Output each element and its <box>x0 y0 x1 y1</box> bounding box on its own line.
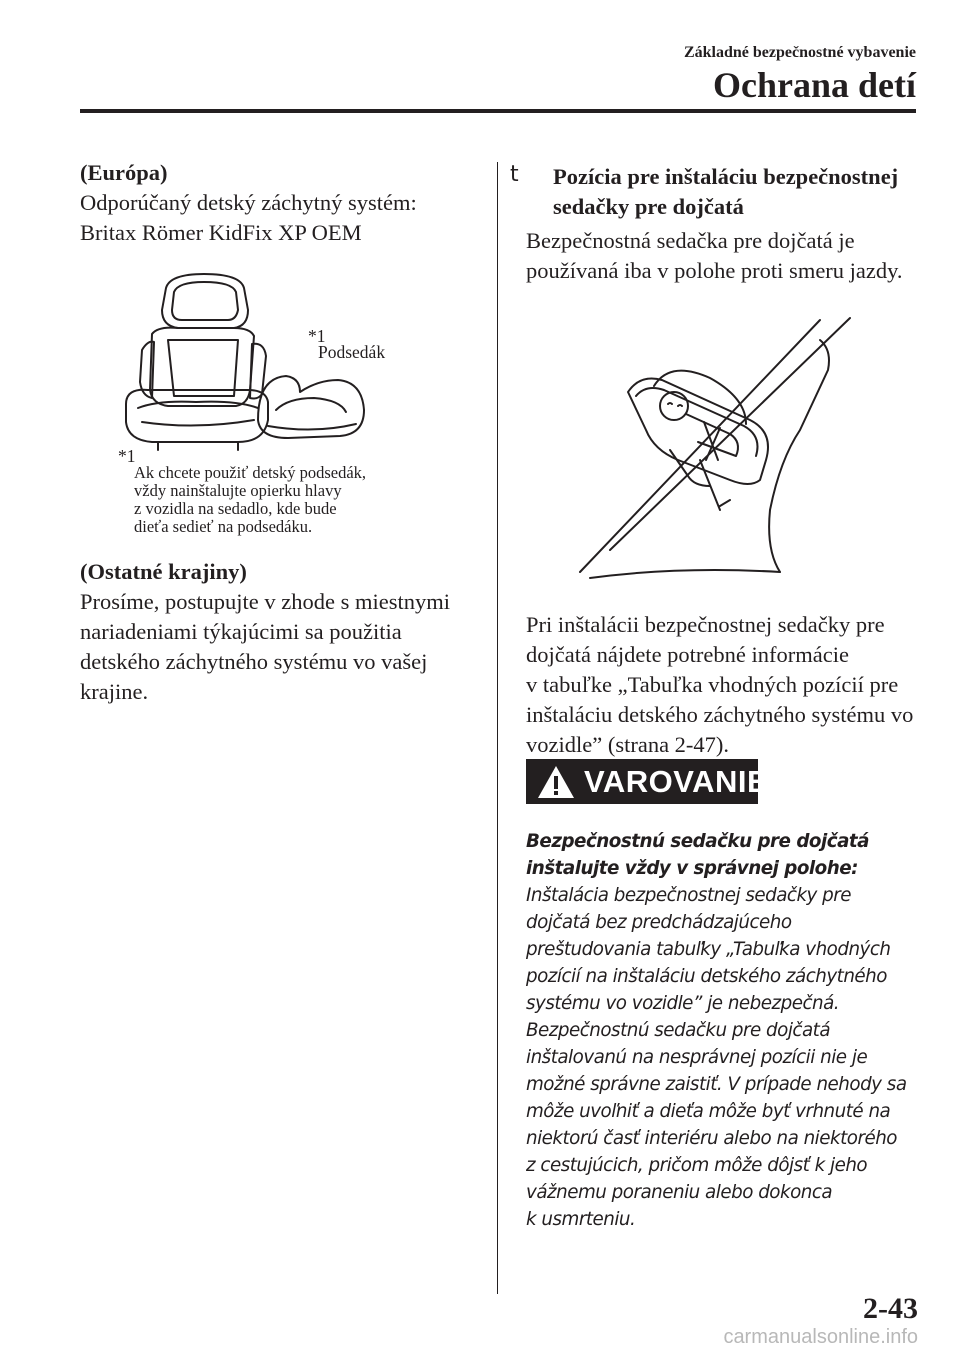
bullet-icon: t <box>510 162 519 187</box>
heading-line: Pozícia pre inštaláciu bezpečnostnej <box>553 164 899 189</box>
europe-heading: (Európa) <box>80 160 168 185</box>
infant-seat-illustration <box>570 310 870 590</box>
infant-seat-intro <box>526 226 936 286</box>
warning-text <box>526 828 926 1233</box>
warning-triangle-icon <box>536 764 576 800</box>
section-title: Základné bezpečnostné vybavenie <box>683 44 916 61</box>
warning-line: môže uvoľniť a dieťa môže byť vrhnuté na <box>526 1101 891 1122</box>
warning-line: systému vo vozidle” je nebezpečná. <box>526 993 840 1014</box>
warning-label: VAROVANIE <box>584 763 769 799</box>
warning-line: dojčatá bez predchádzajúceho <box>526 912 792 933</box>
text-line: detského záchytného systému vo vašej <box>80 649 428 674</box>
booster-star: *1 <box>308 326 326 346</box>
page-title: Ochrana detí <box>713 65 916 105</box>
europe-line-1: Odporúčaný detský záchytný systém: <box>80 190 417 215</box>
heading-line: sedačky pre dojčatá <box>553 194 744 219</box>
warning-line: Inštalácia bezpečnostnej sedačky pre <box>526 885 852 906</box>
footnote-text <box>134 464 454 536</box>
warning-line: pozícií na inštaláciu detského záchytného <box>526 966 887 987</box>
warning-bold-line: inštalujte vždy v správnej polohe: <box>526 858 858 879</box>
europe-line-2: Britax Römer KidFix XP OEM <box>80 220 362 245</box>
header-rule <box>80 109 916 113</box>
text-line: Pri inštalácii bezpečnostnej sedačky pre <box>526 612 885 637</box>
booster-label: Podsedák <box>318 342 386 362</box>
text-line: vozidle” (strana 2-47). <box>526 732 730 757</box>
footnote-line: vždy nainštalujte opierku hlavy <box>134 481 342 500</box>
text-line: krajine. <box>80 679 149 704</box>
infant-seat-heading <box>553 162 898 222</box>
warning-line: niektorú časť interiéru alebo na niektorého <box>526 1128 897 1149</box>
warning-line: inštalovanú na nesprávnej pozícii nie je <box>526 1047 868 1068</box>
warning-line: možné správne zaistiť. V prípade nehody sa <box>526 1074 907 1095</box>
other-countries-text <box>80 587 480 707</box>
footnote-line: z vozidla na sedadlo, kde bude <box>134 499 337 518</box>
footnote-line: Ak chcete použiť detský podsedák, <box>134 463 367 482</box>
text-line: používaná iba v polohe proti smeru jazdy. <box>526 258 903 283</box>
text-line: inštaláciu detského záchytného systému vo <box>526 702 914 727</box>
warning-line: preštudovania tabuľky „Tabuľka vhodných <box>526 939 891 960</box>
installation-info <box>526 610 936 760</box>
warning-line: vážnemu poraneniu alebo dokonca <box>526 1182 833 1203</box>
text-line: nariadeniami týkajúcimi sa použitia <box>80 619 402 644</box>
column-divider <box>497 162 498 1294</box>
watermark: carmanualsonline.info <box>723 1326 918 1348</box>
warning-line: Bezpečnostnú sedačku pre dojčatá <box>526 1020 831 1041</box>
warning-badge <box>526 759 769 804</box>
footnote-mark: *1 <box>118 446 136 466</box>
warning-bold-line: Bezpečnostnú sedačku pre dojčatá <box>526 831 869 852</box>
text-line: v tabuľke „Tabuľka vhodných pozícií pre <box>526 672 899 697</box>
footnote-line: dieťa sedieť na podsedáku. <box>134 517 313 536</box>
child-seat-illustration <box>118 270 378 460</box>
text-line: Prosíme, postupujte v zhode s miestnymi <box>80 589 450 614</box>
other-countries-heading: (Ostatné krajiny) <box>80 559 247 584</box>
warning-line: z cestujúcich, pričom môže dôjsť k jeho <box>526 1155 868 1176</box>
page-number: 2-43 <box>863 1292 918 1325</box>
warning-line: k usmrteniu. <box>526 1209 636 1230</box>
text-line: dojčatá nájdete potrebné informácie <box>526 642 849 667</box>
text-line: Bezpečnostná sedačka pre dojčatá je <box>526 228 855 253</box>
